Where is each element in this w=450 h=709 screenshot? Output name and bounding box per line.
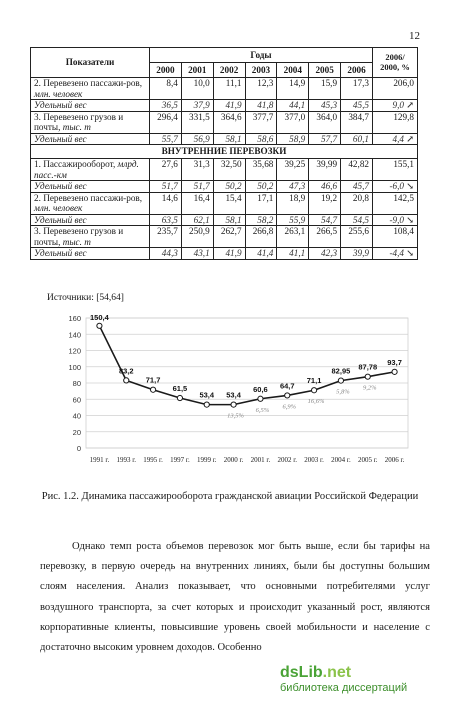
cell-weight: 47,3 (277, 181, 309, 193)
year-header: 2006 (341, 63, 373, 78)
data-point (97, 323, 102, 328)
row-unit: млн. человек (34, 203, 83, 213)
body-text: Однако темп роста объемов перевозок мог быть выше, если бы тарифы на перевозку, в первую очередь на внутренних линиях, были бы доступны большим слоям населения. Анализ показывает, что основными потребителями услуг воздушного транспорта, за счет которых и происходит указанный рост, являются корпоративные клиенты, повысившие уровень своей мобильности и население с достаточно высоким уровнем доходов. Особенно (40, 541, 430, 654)
data-point (124, 378, 129, 383)
cell-value: 31,3 (181, 159, 213, 181)
body-paragraph (40, 537, 430, 658)
header-indicator: Показатели (31, 48, 150, 78)
table-section-total (31, 78, 418, 145)
weight-ratio-value: 4,4 (392, 133, 404, 144)
row-unit: млрд. пасс.-км (34, 159, 139, 180)
cell-value: 18,9 (277, 192, 309, 214)
row-label (31, 111, 150, 133)
cell-ratio: 129,8 (373, 111, 418, 133)
cell-value: 266,8 (245, 226, 277, 248)
data-label: 93,7 (387, 357, 402, 367)
cell-weight: 50,2 (245, 181, 277, 193)
row-unit: тыс. т (62, 236, 91, 247)
table-weight-row (31, 100, 418, 112)
y-tick-label: 0 (76, 444, 81, 453)
data-point (231, 402, 236, 407)
x-tick-label: 1991 г. (89, 456, 110, 464)
cell-ratio: 142,5 (373, 192, 418, 214)
row-title: Перевезено пассажи-ров, (43, 78, 143, 88)
data-point (311, 388, 316, 393)
data-label: 61,5 (172, 384, 188, 394)
row-number: 3. (34, 111, 41, 122)
cell-weight: 60,1 (341, 133, 373, 145)
cell-weight: 55,9 (277, 214, 309, 226)
watermark (280, 664, 407, 694)
cell-value: 10,0 (181, 78, 213, 100)
cell-value: 15,4 (213, 192, 245, 214)
cell-weight: 58,1 (213, 133, 245, 145)
cell-weight: 41,8 (245, 100, 277, 112)
y-tick-label: 60 (72, 395, 81, 405)
cell-weight: 55,7 (150, 133, 182, 145)
cell-value: 19,2 (309, 192, 341, 214)
cell-value: 364,6 (213, 111, 245, 133)
x-tick-label: 2002 г. (277, 456, 298, 464)
cell-value: 32,50 (213, 159, 245, 181)
year-header: 2001 (181, 63, 213, 78)
growth-label: 6,5% (255, 406, 270, 414)
cell-value: 39,25 (277, 159, 309, 181)
row-label (31, 192, 150, 214)
data-label: 71,7 (145, 375, 161, 385)
cell-weight: 56,9 (181, 133, 213, 145)
cell-value: 364,0 (309, 111, 341, 133)
table-weight-row (31, 248, 418, 260)
table-weight-row (31, 133, 418, 145)
weight-label: Удельный вес (31, 100, 150, 112)
x-tick-label: 2000 г. (223, 456, 244, 464)
cell-weight: 63,5 (150, 214, 182, 226)
page-number: 12 (409, 30, 420, 42)
weight-ratio-value: 9,0 (392, 100, 404, 110)
cell-weight: 45,7 (341, 181, 373, 193)
cell-weight: 58,9 (277, 133, 309, 145)
growth-label: 6,9% (282, 403, 297, 411)
cell-value: 14,9 (277, 78, 309, 100)
trend-arrow-icon: ↗ (406, 100, 414, 110)
cell-weight: 44,1 (277, 100, 309, 112)
row-title: Перевезено пассажи-ров, (43, 192, 143, 203)
table-weight-row (31, 214, 418, 226)
year-header: 2000 (150, 63, 182, 78)
data-label: 60,6 (253, 384, 268, 394)
y-tick-label: 40 (72, 411, 81, 421)
cell-value: 377,0 (277, 111, 309, 133)
weight-label: Удельный вес (31, 133, 150, 145)
cell-value: 27,6 (150, 159, 182, 181)
data-point (365, 374, 370, 379)
cell-value: 17,1 (245, 192, 277, 214)
cell-value: 12,3 (245, 78, 277, 100)
row-number: 2. (34, 192, 41, 203)
data-point (285, 393, 290, 398)
section-domestic-title: ВНУТРЕННИЕ ПЕРЕВОЗКИ (31, 145, 418, 159)
data-label: 83,2 (118, 366, 134, 376)
row-label (31, 159, 150, 181)
header-ratio: 2006/ 2000, % (373, 48, 418, 78)
growth-label: 5,8% (336, 388, 350, 396)
cell-value: 39,99 (309, 159, 341, 181)
x-tick-label: 2001 г. (250, 456, 271, 464)
growth-label: 9,2% (362, 384, 377, 392)
y-tick-label: 160 (68, 314, 81, 323)
cell-ratio: 155,1 (373, 159, 418, 181)
table-row (31, 111, 418, 133)
row-unit: млн. человек (34, 88, 83, 99)
row-number: 2. (34, 78, 41, 88)
row-title: Перевезено грузов и почты, (34, 111, 124, 132)
cell-weight: 54,5 (341, 214, 373, 226)
weight-ratio-value: -9,0 (389, 214, 404, 225)
year-header: 2002 (213, 63, 245, 78)
table-section-domestic (31, 159, 418, 260)
data-point (258, 396, 263, 401)
x-tick-label: 1993 г. (116, 456, 137, 464)
trend-arrow-icon: ↘ (406, 248, 414, 258)
cell-weight: 37,9 (181, 100, 213, 112)
cell-value: 384,7 (341, 111, 373, 133)
watermark-logo-main: dsLib (280, 664, 323, 681)
header-years: Годы (150, 48, 373, 63)
row-title: Перевезено грузов и почты, (34, 226, 124, 247)
watermark-logo (280, 664, 407, 682)
table-row (31, 226, 418, 248)
data-label: 87,78 (358, 362, 378, 372)
table-header-row (31, 48, 418, 63)
cell-weight: 45,3 (309, 100, 341, 112)
cell-weight: 39,9 (341, 248, 373, 260)
cell-weight: 46,6 (309, 181, 341, 193)
data-label: 150,4 (90, 312, 109, 322)
cell-weight: 54,7 (309, 214, 341, 226)
watermark-logo-sub: .net (322, 664, 352, 681)
data-label: 71,1 (306, 376, 322, 386)
y-tick-label: 20 (72, 427, 81, 437)
cell-weight: 41,1 (277, 248, 309, 260)
table-row (31, 78, 418, 100)
cell-weight-ratio (373, 214, 418, 226)
line-chart (58, 310, 423, 478)
cell-weight: 51,7 (150, 181, 182, 193)
cell-ratio: 206,0 (373, 78, 418, 100)
data-label: 53,4 (199, 390, 215, 400)
y-tick-label: 140 (68, 330, 81, 340)
cell-value: 235,7 (150, 226, 182, 248)
cell-weight: 58,1 (213, 214, 245, 226)
statistics-table (30, 47, 418, 260)
y-tick-label: 120 (68, 346, 81, 356)
data-label: 64,7 (279, 381, 295, 391)
cell-weight: 41,4 (245, 248, 277, 260)
cell-weight-ratio (373, 181, 418, 193)
cell-value: 15,9 (309, 78, 341, 100)
cell-value: 377,7 (245, 111, 277, 133)
x-tick-label: 1999 г. (196, 456, 217, 464)
cell-weight: 57,7 (309, 133, 341, 145)
data-point (150, 387, 155, 392)
x-tick-label: 2005 г. (357, 456, 378, 464)
cell-weight-ratio (373, 133, 418, 145)
x-tick-label: 2003 г. (304, 456, 324, 464)
growth-label: 13,5% (227, 412, 244, 420)
cell-weight-ratio (373, 248, 418, 260)
trend-arrow-icon: ↘ (406, 181, 414, 191)
row-unit: тыс. т (62, 122, 91, 132)
data-point (338, 378, 343, 383)
cell-value: 331,5 (181, 111, 213, 133)
cell-weight: 36,5 (150, 100, 182, 112)
cell-weight: 41,9 (213, 100, 245, 112)
growth-label: 16,6% (307, 398, 325, 406)
weight-label: Удельный вес (31, 181, 150, 193)
x-tick-label: 2006 г. (384, 456, 405, 464)
cell-value: 42,82 (341, 159, 373, 181)
trend-arrow-icon: ↘ (406, 214, 414, 225)
weight-label: Удельный вес (31, 248, 150, 260)
year-header: 2004 (277, 63, 309, 78)
x-tick-label: 2004 г. (331, 456, 351, 464)
cell-value: 250,9 (181, 226, 213, 248)
cell-weight: 44,3 (150, 248, 182, 260)
cell-weight: 58,2 (245, 214, 277, 226)
row-label (31, 78, 150, 100)
y-tick-label: 100 (68, 362, 81, 372)
row-number: 3. (34, 226, 41, 236)
cell-value: 11,1 (213, 78, 245, 100)
figure-caption: Рис. 1.2. Динамика пассажирооборота гражданской авиации Российской Федерации (41, 491, 419, 502)
cell-weight: 50,2 (213, 181, 245, 193)
cell-ratio: 108,4 (373, 226, 418, 248)
data-label: 82,95 (331, 366, 351, 376)
year-header: 2003 (245, 63, 277, 78)
x-tick-label: 1995 г. (143, 456, 163, 464)
weight-ratio-value: -6,0 (389, 181, 404, 191)
cell-weight: 51,7 (181, 181, 213, 193)
weight-label: Удельный вес (31, 214, 150, 226)
cell-value: 296,4 (150, 111, 182, 133)
table-weight-row (31, 181, 418, 193)
table-row (31, 192, 418, 214)
table-row (31, 159, 418, 181)
row-label (31, 226, 150, 248)
row-number: 1. (34, 159, 41, 169)
cell-value: 14,6 (150, 192, 182, 214)
cell-value: 255,6 (341, 226, 373, 248)
source-note: Источники: [54,64] (47, 293, 124, 303)
data-point (204, 402, 209, 407)
cell-value: 8,4 (150, 78, 182, 100)
cell-weight: 58,6 (245, 133, 277, 145)
cell-weight: 45,5 (341, 100, 373, 112)
weight-ratio-value: -4,4 (389, 248, 404, 258)
cell-value: 17,3 (341, 78, 373, 100)
row-title: Пассажирооборот, (43, 159, 116, 169)
data-point (177, 395, 182, 400)
cell-value: 16,4 (181, 192, 213, 214)
watermark-tagline: библиотека диссертаций (280, 682, 408, 694)
cell-value: 262,7 (213, 226, 245, 248)
x-tick-label: 1997 г. (170, 456, 190, 464)
cell-value: 35,68 (245, 159, 277, 181)
data-label: 53,4 (226, 390, 241, 400)
cell-value: 266,5 (309, 226, 341, 248)
cell-value: 263,1 (277, 226, 309, 248)
data-point (392, 369, 397, 374)
section-domestic-row (31, 145, 418, 159)
cell-weight-ratio (373, 100, 418, 112)
cell-weight: 43,1 (181, 248, 213, 260)
year-header: 2005 (309, 63, 341, 78)
cell-weight: 62,1 (181, 214, 213, 226)
cell-value: 20,8 (341, 192, 373, 214)
cell-weight: 41,9 (213, 248, 245, 260)
cell-weight: 42,3 (309, 248, 341, 260)
trend-arrow-icon: ↗ (406, 133, 414, 144)
y-tick-label: 80 (72, 379, 81, 388)
